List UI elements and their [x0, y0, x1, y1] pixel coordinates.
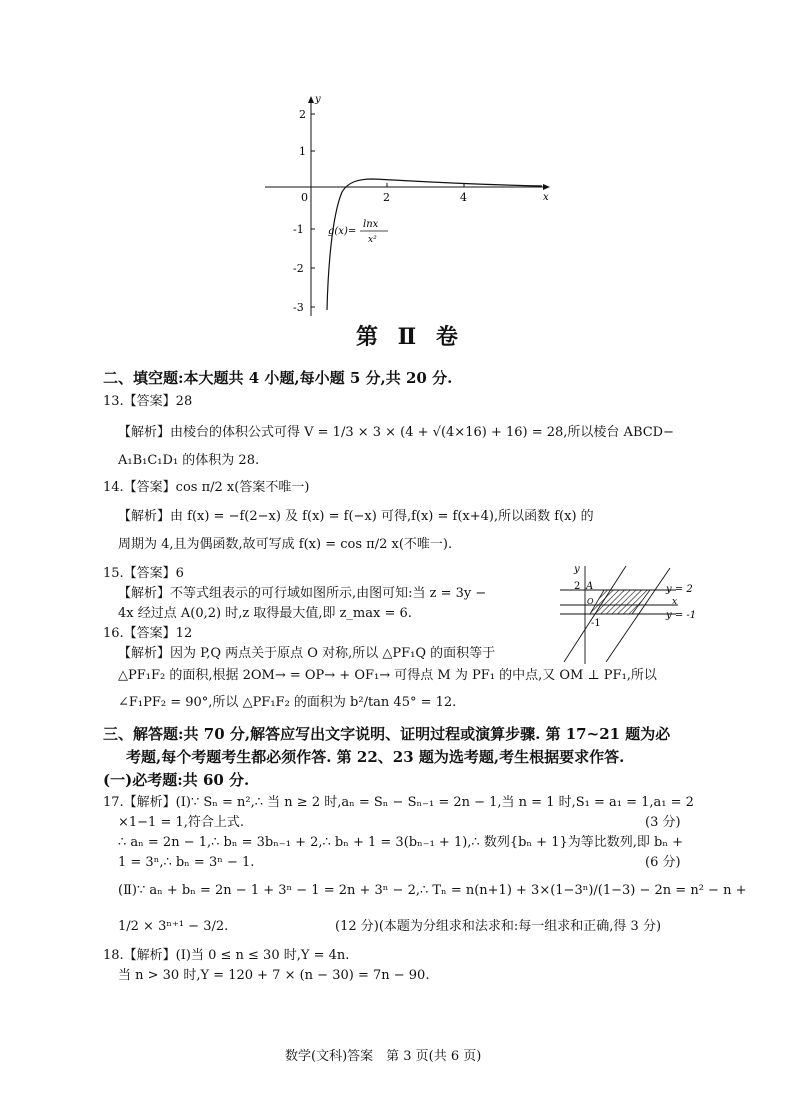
q16-analysis-line1: 【解析】因为 P,Q 两点关于原点 O 对称,所以 △PF₁Q 的面积等于: [118, 646, 496, 661]
section3-heading-line2: 考题,每个考题考生都必须作答. 第 22、23 题为选考题,考生根据要求作答.: [126, 748, 625, 766]
q17-score2: (6 分): [645, 855, 681, 870]
y-tick-label: -3: [293, 301, 304, 314]
q18-line1: 18.【解析】(Ⅰ)当 0 ≤ n ≤ 30 时,Y = 4n.: [103, 948, 350, 963]
q17-line5: (Ⅱ)∵ aₙ + bₙ = 2n − 1 + 3ⁿ − 1 = 2n + 3ⁿ − 2,∴ Tₙ = n(n+1) + 3×(1−3ⁿ)/(1−3) − 2n = n² − n +: [118, 883, 747, 898]
x-tick-label: 2: [383, 191, 390, 204]
origin-label: O: [587, 597, 594, 606]
q16-answer: 16.【答案】12: [103, 626, 193, 641]
y-axis-label: y: [574, 564, 580, 575]
q17-score1: (3 分): [645, 815, 681, 830]
q17-line1: 17.【解析】(Ⅰ)∵ Sₙ = n²,∴ 当 n ≥ 2 时,aₙ = Sₙ − Sₙ₋₁ = 2n − 1,当 n = 1 时,S₁ = a₁ = 1,a₁ = 2: [103, 795, 694, 810]
x-axis-label: x: [672, 597, 678, 607]
function-curve: [327, 179, 542, 310]
tick-label-2: 2: [574, 581, 581, 592]
q16-analysis-line2: △PF₁F₂ 的面积,根据 2OM→ = OP→ + OF₁→ 可得点 M 为 PF₁ 的中点,又 OM ⊥ PF₁,所以: [118, 668, 657, 683]
x-axis-label: x: [543, 192, 549, 203]
label-y2: y = 2: [666, 584, 693, 595]
y-axis-arrow: [308, 96, 314, 103]
point-a-label: A: [586, 581, 594, 592]
x-axis-arrow: [543, 184, 550, 190]
tick-label-neg1: -1: [591, 618, 601, 629]
page-footer: 数学(文科)答案 第 3 页(共 6 页): [285, 1049, 482, 1064]
function-label: g(x)=: [328, 226, 357, 237]
y-tick-label: 1: [299, 145, 306, 158]
q15-answer: 15.【答案】6: [103, 566, 184, 581]
function-denominator: x²: [368, 235, 377, 245]
section3-subheading: (一)必考题:共 60 分.: [103, 771, 250, 789]
y-axis-label: y: [315, 94, 321, 105]
q17-line2: ×1−1 = 1,符合上式.: [118, 815, 245, 830]
q13-analysis-line2: A₁B₁C₁D₁ 的体积为 28.: [118, 453, 260, 468]
label-y-neg1: y = -1: [666, 610, 697, 621]
feasible-region-graph: [558, 560, 698, 666]
q17-line3: ∴ aₙ = 2n − 1,∴ bₙ = 3bₙ₋₁ + 2,∴ bₙ + 1 = 3(bₙ₋₁ + 1),∴ 数列{bₙ + 1}为等比数列,即 bₙ +: [118, 835, 683, 850]
q14-analysis-line1: 【解析】由 f(x) = −f(2−x) 及 f(x) = f(−x) 可得,f(x) = f(x+4),所以函数 f(x) 的: [118, 509, 594, 524]
q14-answer: 14.【答案】cos π/2 x(答案不唯一): [103, 480, 310, 495]
q15-analysis-line2: 4x 经过点 A(0,2) 时,z 取得最大值,即 z_max = 6.: [118, 606, 412, 621]
q15-analysis-line1: 【解析】不等式组表示的可行域如图所示,由图可知:当 z = 3y −: [118, 586, 487, 601]
y-tick-label: 2: [299, 108, 306, 121]
q17-line6-note: (12 分)(本题为分组求和法求和:每一组求和正确,得 3 分): [335, 919, 662, 934]
y-tick-label: -2: [293, 262, 304, 275]
x-tick-label: 4: [460, 191, 467, 204]
function-graph: [250, 88, 560, 318]
q17-line6: 1/2 × 3ⁿ⁺¹ − 3/2.: [118, 919, 229, 934]
x-tick-label: 0: [301, 191, 308, 204]
q13-analysis-line1: 【解析】由棱台的体积公式可得 V = 1/3 × 3 × (4 + √(4×16) + 16) = 28,所以棱台 ABCD−: [118, 425, 674, 440]
section3-heading-line1: 三、解答题:共 70 分,解答应写出文字说明、证明过程或演算步骤. 第 17~21 题为必: [103, 725, 671, 743]
q14-analysis-line2: 周期为 4,且为偶函数,故可写成 f(x) = cos π/2 x(不唯一).: [118, 537, 453, 552]
q18-line2: 当 n > 30 时,Y = 120 + 7 × (n − 30) = 7n − 90.: [118, 968, 430, 983]
q16-analysis-line3: ∠F₁PF₂ = 90°,所以 △PF₁F₂ 的面积为 b²/tan 45° = 12.: [118, 695, 457, 710]
q13-answer: 13.【答案】28: [103, 394, 193, 409]
function-numerator: lnx: [363, 219, 379, 230]
section2-heading: 二、填空题:本大题共 4 小题,每小题 5 分,共 20 分.: [103, 369, 453, 387]
q17-line4: 1 = 3ⁿ,∴ bₙ = 3ⁿ − 1.: [118, 855, 255, 870]
y-tick-label: -1: [293, 223, 304, 236]
volume-title: 第 Ⅱ 卷: [356, 324, 464, 350]
